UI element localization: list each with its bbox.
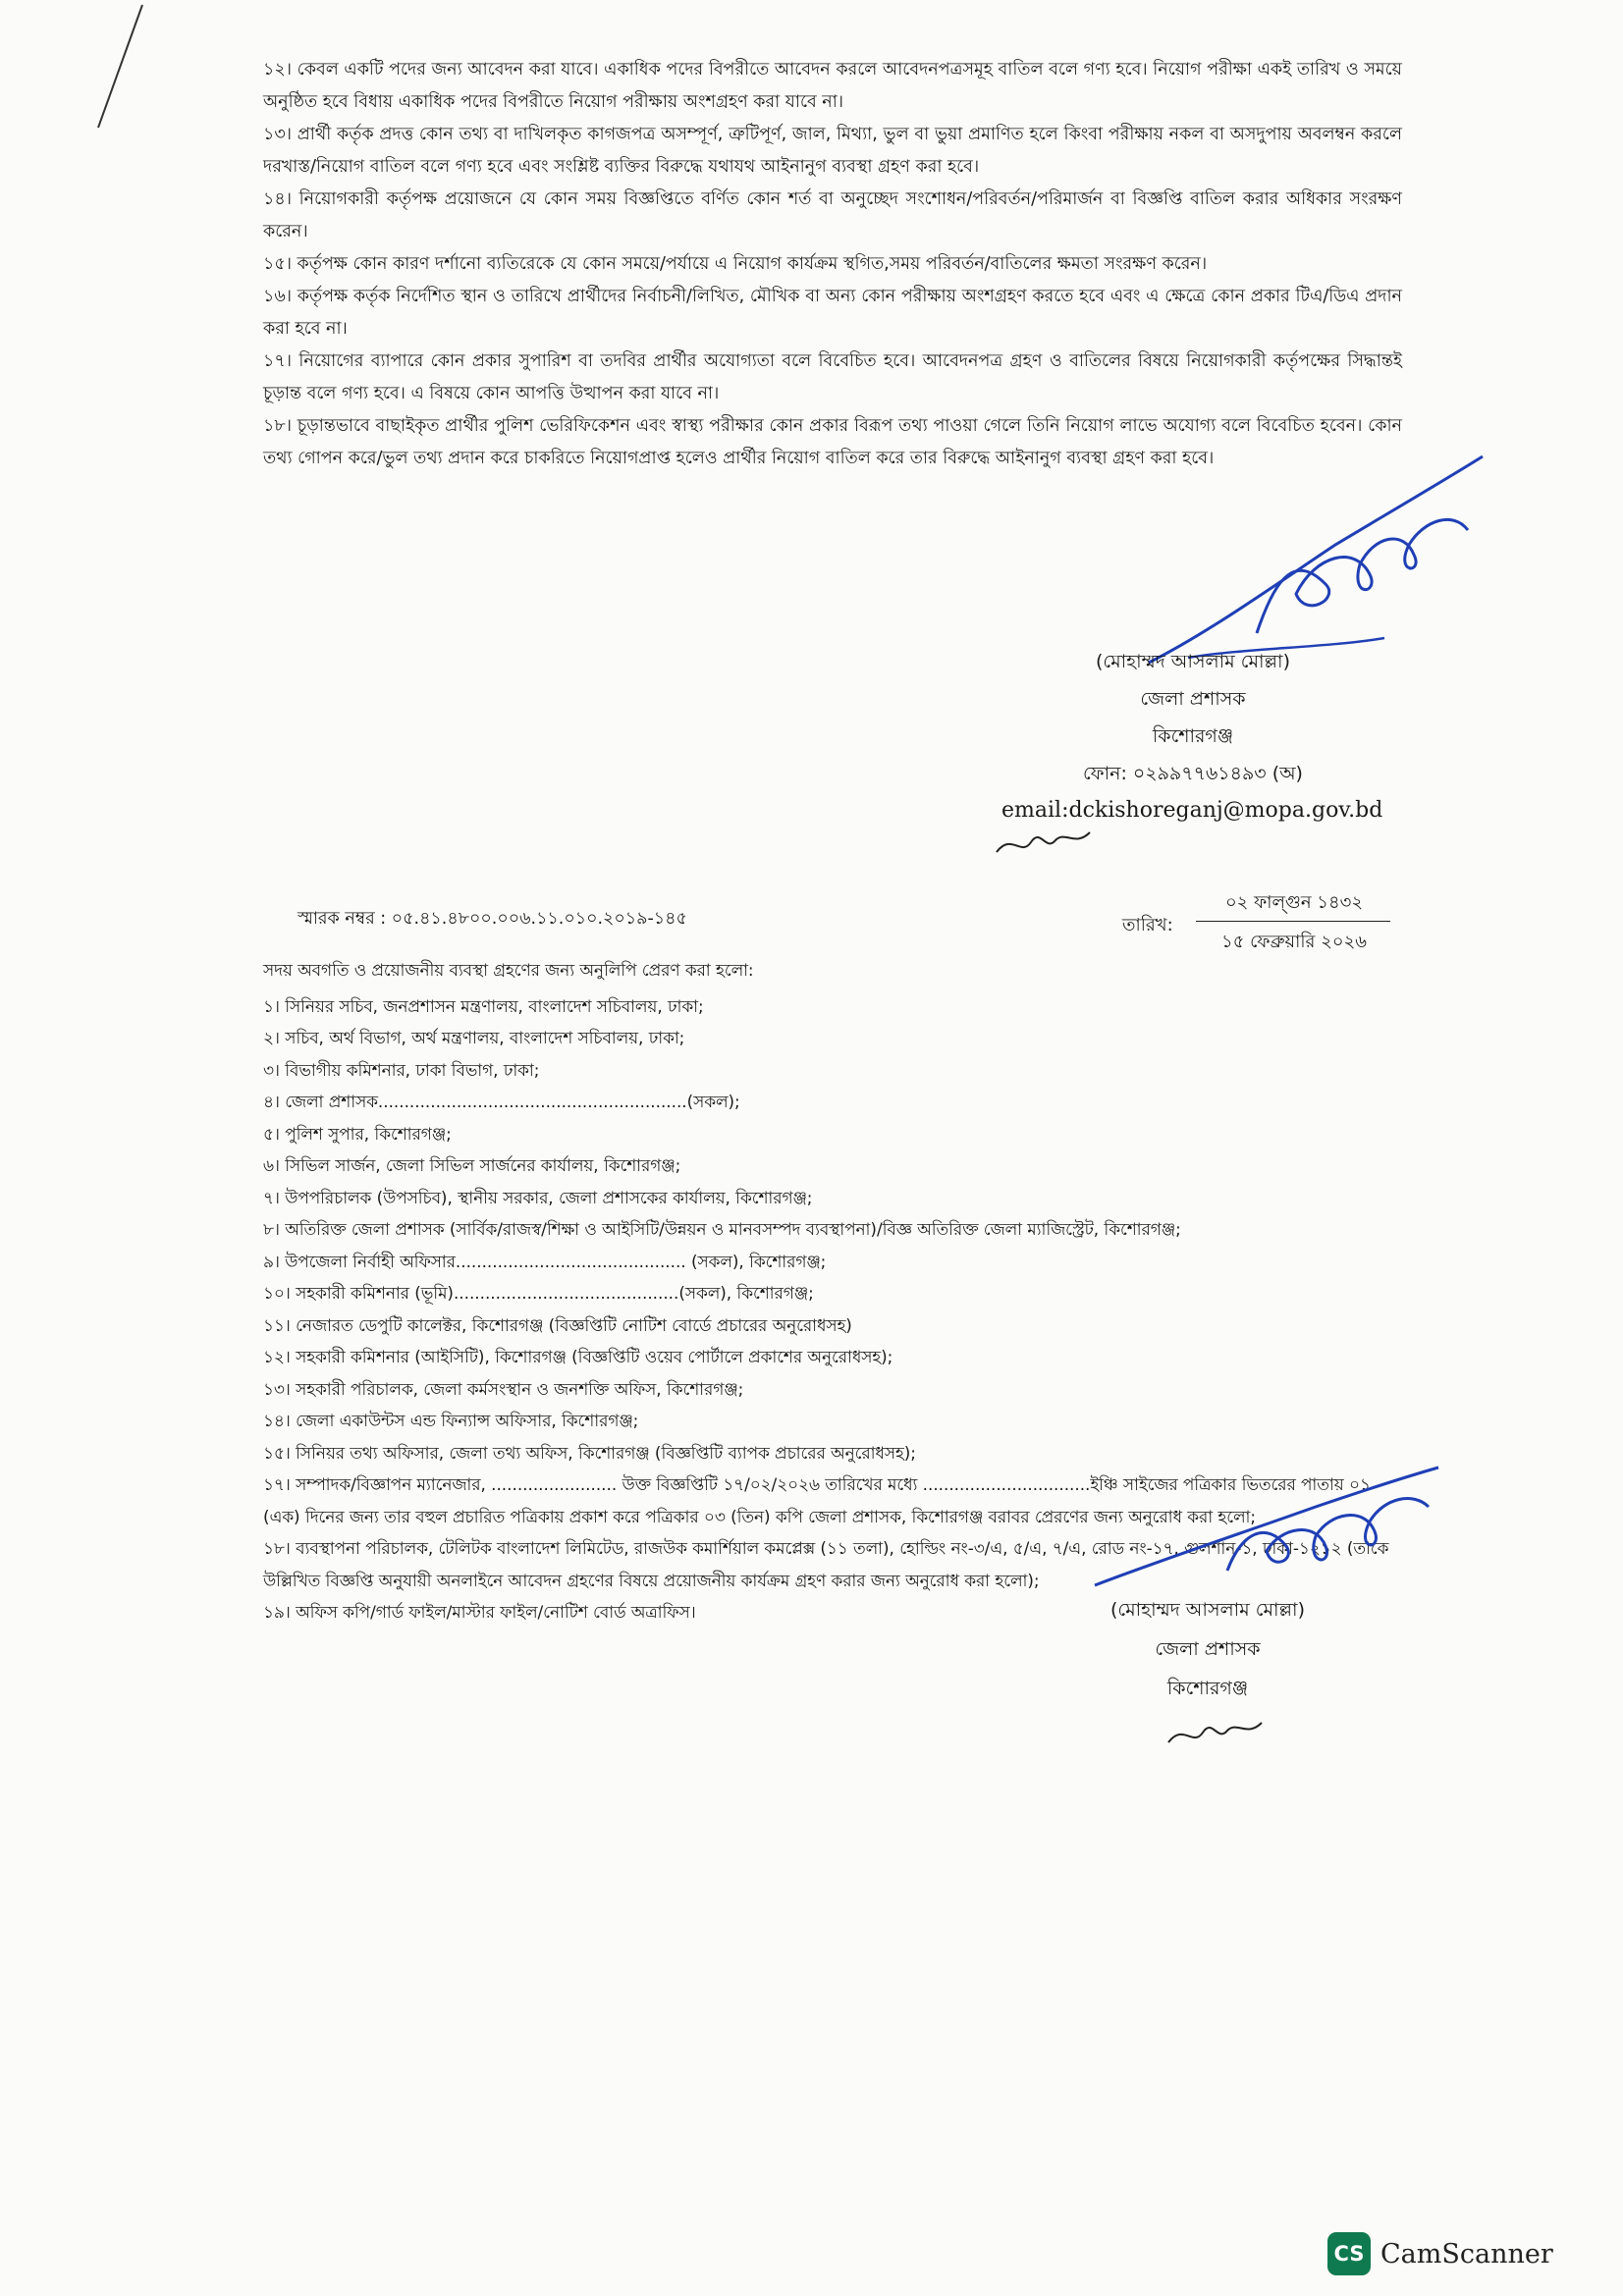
signatory-designation: জেলা প্রশাসক [1155,1638,1261,1660]
distribution-item: ১১। নেজারত ডেপুটি কালেক্টর, কিশোরগঞ্জ (বিজ্ঞপ্তিটি নোটিশ বোর্ডে প্রচারের অনুরোধসহ) [263,1314,852,1335]
distribution-item: ১৫। সিনিয়র তথ্য অফিসার, জেলা তথ্য অফিস, কিশোরগঞ্জ (বিজ্ঞপ্তিটি ব্যাপক প্রচারের অনুরোধসহ); [263,1442,916,1463]
date-bangla: ০২ ফাল্গুন ১৪৩২ [1224,892,1364,913]
distribution-item: ১। সিনিয়র সচিব, জনপ্রশাসন মন্ত্রণালয়, বাংলাদেশ সচিবালয়, ঢাকা; [263,995,704,1016]
initial-top [992,823,1100,867]
terms-section [263,54,1402,475]
distribution-item: ৩। বিভাগীয় কমিশনার, ঢাকা বিভাগ, ঢাকা; [263,1059,540,1080]
distribution-item: ৭। উপপরিচালক (উপসচিব), স্থানীয় সরকার, জেলা প্রশাসকের কার্যালয়, কিশোরগঞ্জ; [263,1187,813,1207]
signatory-name: (মোহাম্মদ আসলাম মোল্লা) [1110,1599,1305,1621]
term-18: ১৮। চূড়ান্তভাবে বাছাইকৃত প্রার্থীর পুলিশ ভেরিফিকেশন এবং স্বাস্থ্য পরীক্ষার কোন প্রকার বিরূপ তথ্য পাওয়া গেলে তিনি নিয়োগ লাভে অযোগ্য বলে বিবেচিত হবেন। কোন তথ্য গোপন করে/ভুল তথ্য প্রদান করে চাকরিতে নিয়োগপ্রাপ্ত হলেও প্রার্থীর নিয়োগ বাতিল করে তার বিরুদ্ধে আইনানুগ ব্যবস্থা গ্রহণ করা হবে। [263,416,1402,468]
term-17: ১৭। নিয়োগের ব্যাপারে কোন প্রকার সুপারিশ বা তদবির প্রার্থীর অযোগ্যতা বলে বিবেচিত হবে। আবেদনপত্র গ্রহণ ও বাতিলের বিষয়ে নিয়োগকারী কর্তৃপক্ষের সিদ্ধান্তই চূড়ান্ত বলে গণ্য হবে। এ বিষয়ে কোন আপত্তি উত্থাপন করা যাবে না। [263,351,1402,403]
signature-bottom [1080,1453,1453,1600]
camscanner-label: CamScanner [1380,2238,1553,2269]
date-gregorian: ১৫ ফেব্রুয়ারি ২০২৬ [1221,932,1367,952]
date-divider [1196,921,1390,922]
distribution-item: ১৮। ব্যবস্থাপনা পরিচালক, টেলিটক বাংলাদেশ লিমিটেড, রাজউক কমার্শিয়াল কমপ্লেক্স (১১ তলা), হোল্ডিং নং-৩/এ, ৫/এ, ৭/এ, রোড নং-১৭, গুলশান-১, ঢাকা-১২১২ (তাকে উল্লিখিত বিজ্ঞপ্তি অনুযায়ী অনলাইনে আবেদন গ্রহণের বিষয়ে প্রয়োজনীয় কার্যক্রম গ্রহণ করার জন্য অনুরোধ করা হলো); [263,1538,1389,1590]
distribution-item: ৮। অতিরিক্ত জেলা প্রশাসক (সার্বিক/রাজস্ব/শিক্ষা ও আইসিটি/উন্নয়ন ও মানবসম্পদ ব্যবস্থাপনা)/বিজ্ঞ অতিরিক্ত জেলা ম্যাজিস্ট্রেট, কিশোরগঞ্জ; [263,1219,1181,1239]
signatory-bottom-block [1060,1590,1355,1708]
signatory-top-block [1001,643,1383,829]
term-13: ১৩। প্রার্থী কর্তৃক প্রদত্ত কোন তথ্য বা দাখিলকৃত কাগজপত্র অসম্পূর্ণ, ত্রুটিপূর্ণ, জাল, মিথ্যা, ভুল বা ভুয়া প্রমাণিত হলে কিংবা পরীক্ষায় নকল বা অসদুপায় অবলম্বন করলে দরখাস্ত/নিয়োগ বাতিল বলে গণ্য হবে এবং সংশ্লিষ্ট ব্যক্তির বিরুদ্ধে যথাযথ আইনানুগ ব্যবস্থা গ্রহণ করা হবে। [263,125,1402,177]
signatory-district: কিশোরগঞ্জ [1166,1678,1249,1699]
distribution-item: ১৯। অফিস কপি/গার্ড ফাইল/মাস্টার ফাইল/নোটিশ বোর্ড অত্রাফিস। [263,1602,696,1622]
initial-bottom [1163,1713,1271,1757]
term-14: ১৪। নিয়োগকারী কর্তৃপক্ষ প্রয়োজনে যে কোন সময় বিজ্ঞপ্তিতে বর্ণিত কোন শর্ত বা অনুচ্ছেদ সংশোধন/পরিবর্তন/পরিমার্জন বা বিজ্ঞপ্তি বাতিল করার অধিকার সংরক্ষণ করেন। [263,189,1402,241]
term-15: ১৫। কর্তৃপক্ষ কোন কারণ দর্শানো ব্যতিরেকে যে কোন সময়ে/পর্যায়ে এ নিয়োগ কার্যক্রম স্থগিত,সময় পরিবর্তন/বাতিলের ক্ষমতা সংরক্ষণ করেন। [263,254,1208,274]
signatory-name: (মোহাম্মদ আসলাম মোল্লা) [1096,651,1290,672]
distribution-item: ১২। সহকারী কমিশনার (আইসিটি), কিশোরগঞ্জ (বিজ্ঞপ্তিটি ওয়েব পোর্টালে প্রকাশের অনুরোধসহ); [263,1347,893,1366]
signatory-district: কিশোরগঞ্জ [1152,725,1234,747]
distribution-item: ১৪। জেলা একাউন্টস এন্ড ফিন্যান্স অফিসার, কিশোরগঞ্জ; [263,1411,639,1430]
distribution-item: ৬। সিভিল সার্জন, জেলা সিভিল সার্জনের কার্যালয়, কিশোরগঞ্জ; [263,1155,681,1175]
scan-edge-mark [88,0,167,137]
signatory-designation: জেলা প্রশাসক [1140,688,1246,710]
signatory-phone: ফোন: ০২৯৯৭৭৬১৪৯৩ (অ) [1083,763,1303,784]
term-16: ১৬। কর্তৃপক্ষ কর্তৃক নির্দেশিত স্থান ও তারিখে প্রার্থীদের নির্বাচনী/লিখিত, মৌখিক বা অন্য কোন পরীক্ষায় অংশগ্রহণ করতে হবে এবং এ ক্ষেত্রে কোন প্রকার টিএ/ডিএ প্রদান করা হবে না। [263,287,1402,339]
distribution-item: ৯। উপজেলা নির্বাহী অফিসার............................................ (সকল), কিশোরগঞ্জ; [263,1251,827,1271]
distribution-item: ১৩। সহকারী পরিচালক, জেলা কর্মসংস্থান ও জনশক্তি অফিস, কিশোরগঞ্জ; [263,1378,744,1399]
date-label: তারিখ: [1122,915,1173,935]
memo-number: স্মারক নম্বর : ০৫.৪১.৪৮০০.০০৬.১১.০১০.২০১৯-১৪৫ [298,909,687,929]
term-12: ১২। কেবল একটি পদের জন্য আবেদন করা যাবে। একাধিক পদের বিপরীতে আবেদন করলে আবেদনপত্রসমূহ বাতিল বলে গণ্য হবে। নিয়োগ পরীক্ষা একই তারিখ ও সময়ে অনুষ্ঠিত হবে বিধায় একাধিক পদের বিপরীতে নিয়োগ পরীক্ষায় অংশগ্রহণ করা যাবে না। [263,60,1402,112]
distribution-intro: সদয় অবগতি ও প্রয়োজনীয় ব্যবস্থা গ্রহণের জন্য অনুলিপি প্রেরণ করা হলো: [263,960,754,980]
distribution-item: ১৭। সম্পাদক/বিজ্ঞাপন ম্যানেজার, ........................ উক্ত বিজ্ঞপ্তিটি ১৭/০২/২০২৬ তারিখের মধ্যে ................................ইঞ্চি সাইজের পত্রিকার ভিতরের পাতায় ০১ (এক) দিনের জন্য তার বহুল প্রচারিত পত্রিকায় প্রকাশ করে পত্রিকার ০৩ (তিন) কপি জেলা প্রশাসক, কিশোরগঞ্জ বরাবর প্রেরণের জন্য অনুরোধ করা হলো; [263,1474,1371,1526]
distribution-item: ২। সচিব, অর্থ বিভাগ, অর্থ মন্ত্রণালয়, বাংলাদেশ সচিবালয়, ঢাকা; [263,1028,685,1047]
distribution-item: ১০। সহকারী কমিশনার (ভূমি)...........................................(সকল), কিশোরগঞ্জ; [263,1283,814,1303]
distribution-item: ৪। জেলা প্রশাসক...........................................................(সকল); [263,1092,740,1111]
distribution-item: ৫। পুলিশ সুপার, কিশোরগঞ্জ; [263,1123,452,1144]
signatory-email: email:dckishoreganj@mopa.gov.bd [1001,798,1383,823]
camscanner-logo-icon: CS [1327,2232,1371,2275]
camscanner-badge [1327,2232,1553,2275]
